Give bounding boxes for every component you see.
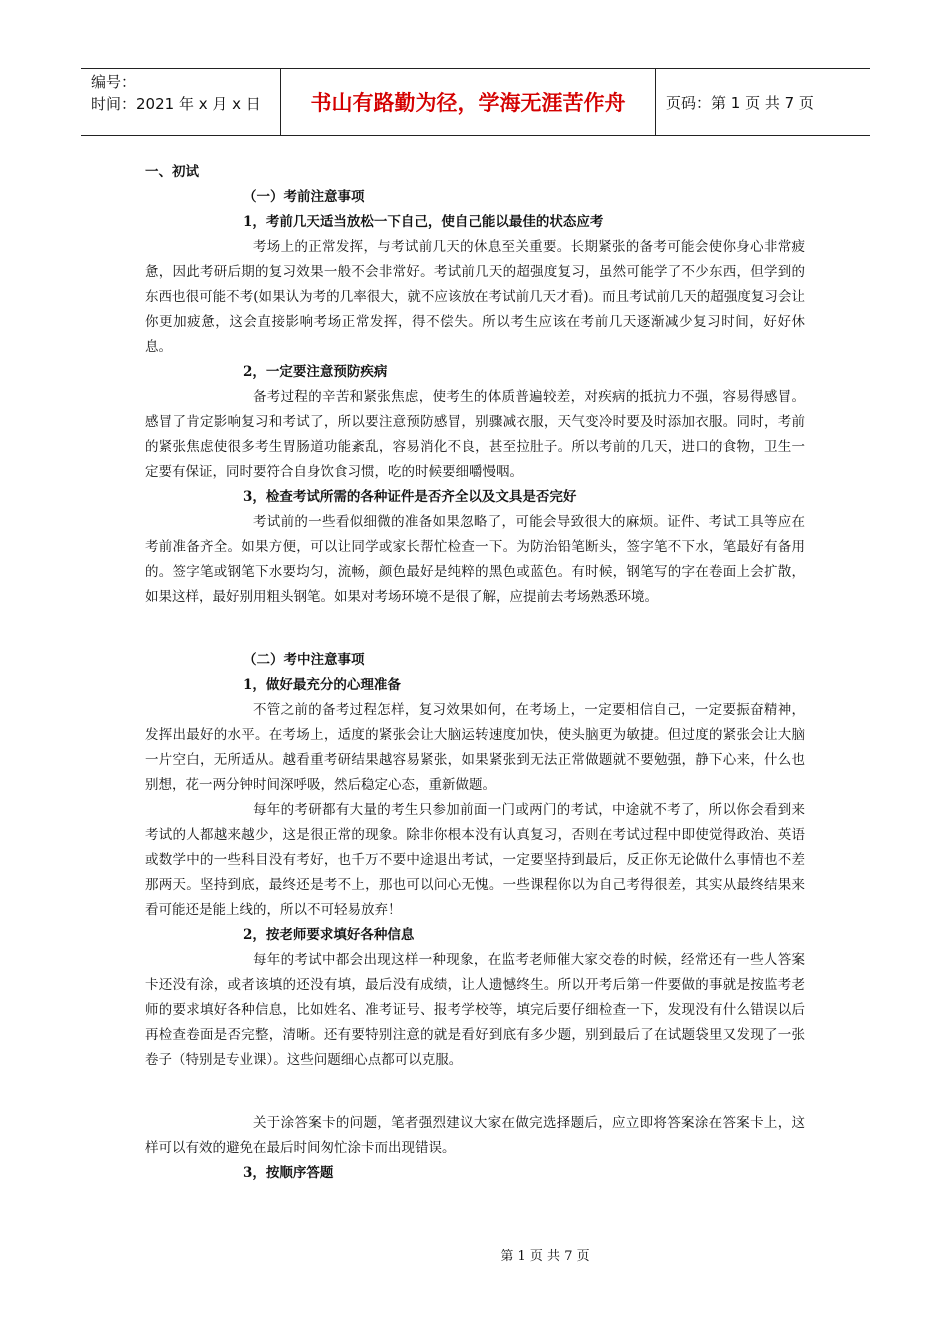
item-heading: 2，按老师要求填好各种信息 [243, 927, 415, 943]
header-page-number: 页码：第 1 页 共 7 页 [666, 93, 814, 112]
paragraph: 每年的考试中都会出现这样一种现象，在监考老师催大家交卷的时候，经常还有一些人答案卡还没有涂，或者该填的还没有填，最后没有成绩，让人遗憾终生。所以开考后第一件要做的事就是按监考老师的要求填好各种信息，比如姓名、准考证号、报考学校等，填完后要仔细检查一下，发现没有什么错误以后再检查卷面是否完整，清晰。还有要特别注意的就是看好到底有多少题，别到最后了在试题袋里又发现了一张卷子（特别是专业课）。这些问题细心点都可以克服。 [145, 952, 805, 1068]
paragraph: 不管之前的备考过程怎样，复习效果如何，在考场上，一定要相信自己，一定要振奋精神，发挥出最好的水平。在考场上，适度的紧张会让大脑运转速度加快，使头脑更为敏捷。但过度的紧张会让大脑一片空白，无所适从。越看重考研结果越容易紧张，如果紧张到无法正常做题就不要勉强，静下心来，什么也别想，花一两分钟时间深呼吸，然后稳定心态，重新做题。 [145, 702, 805, 793]
header-meta [81, 69, 281, 135]
document-body [145, 160, 805, 1186]
paragraph: 考试前的一些看似细微的准备如果忽略了，可能会导致很大的麻烦。证件、考试工具等应在考前准备齐全。如果方便，可以让同学或家长帮忙检查一下。为防治铅笔断头，签字笔不下水，笔最好有备用的。签字笔或钢笔下水要均匀，流畅，颜色最好是纯粹的黑色或蓝色。有时候，钢笔写的字在卷面上会扩散，如果这样，最好别用粗头钢笔。如果对考场环境不是很了解，应提前去考场熟悉环境。 [145, 514, 805, 605]
item-heading: 3，检查考试所需的各种证件是否齐全以及文具是否完好 [243, 489, 577, 505]
page-footer: 第 1 页 共 7 页 [500, 1249, 590, 1264]
paragraph: 备考过程的辛苦和紧张焦虑，使考生的体质普遍较差，对疾病的抵抗力不强，容易得感冒。感冒了肯定影响复习和考试了，所以要注意预防感冒，别骤减衣服，天气变冷时要及时添加衣服。同时，考前的紧张焦虑使很多考生胃肠道功能紊乱，容易消化不良，甚至拉肚子。所以考前的几天，进口的食物，卫生一定要有保证，同时要符合自身饮食习惯，吃的时候要细嚼慢咽。 [145, 389, 805, 480]
item-heading: 3，按顺序答题 [243, 1165, 334, 1181]
page-header [81, 68, 870, 136]
document-date: 时间：2021 年 x 月 x 日 [91, 95, 261, 113]
subsection-heading: （一）考前注意事项 [243, 189, 365, 205]
subsection-heading: （二）考中注意事项 [243, 652, 365, 668]
document-number: 编号： [91, 73, 137, 91]
paragraph: 每年的考研都有大量的考生只参加前面一门或两门的考试，中途就不考了，所以你会看到来考试的人都越来越少，这是很正常的现象。除非你根本没有认真复习，否则在考试过程中即使觉得政治、英语或数学中的一些科目没有考好，也千万不要中途退出考试，一定要坚持到最后，反正你无论做什么事情也不差那两天。坚持到底，最终还是考不上，那也可以问心无愧。一些课程你以为自己考得很差，其实从最终结果来看可能还是能上线的，所以不可轻易放弃！ [145, 802, 805, 918]
item-heading: 1，做好最充分的心理准备 [243, 677, 401, 693]
paragraph: 考场上的正常发挥，与考试前几天的休息至关重要。长期紧张的备考可能会使你身心非常疲惫，因此考研后期的复习效果一般不会非常好。考试前几天的超强度复习，虽然可能学了不少东西，但学到的东西也很可能不考(如果认为考的几率很大，就不应该放在考试前几天才看)。而且考试前几天的超强度复习会让你更加疲惫，这会直接影响考场正常发挥，得不偿失。所以考生应该在考前几天逐渐减少复习时间，好好休息。 [145, 239, 805, 355]
header-motto: 书山有路勤为径，学海无涯苦作舟 [281, 69, 656, 135]
section-heading: 一、初试 [145, 164, 199, 180]
item-heading: 2，一定要注意预防疾病 [243, 364, 388, 380]
paragraph: 关于涂答案卡的问题，笔者强烈建议大家在做完选择题后，应立即将答案涂在答案卡上，这样可以有效的避免在最后时间匆忙涂卡而出现错误。 [145, 1115, 805, 1156]
item-heading: 1，考前几天适当放松一下自己，使自己能以最佳的状态应考 [243, 214, 604, 230]
